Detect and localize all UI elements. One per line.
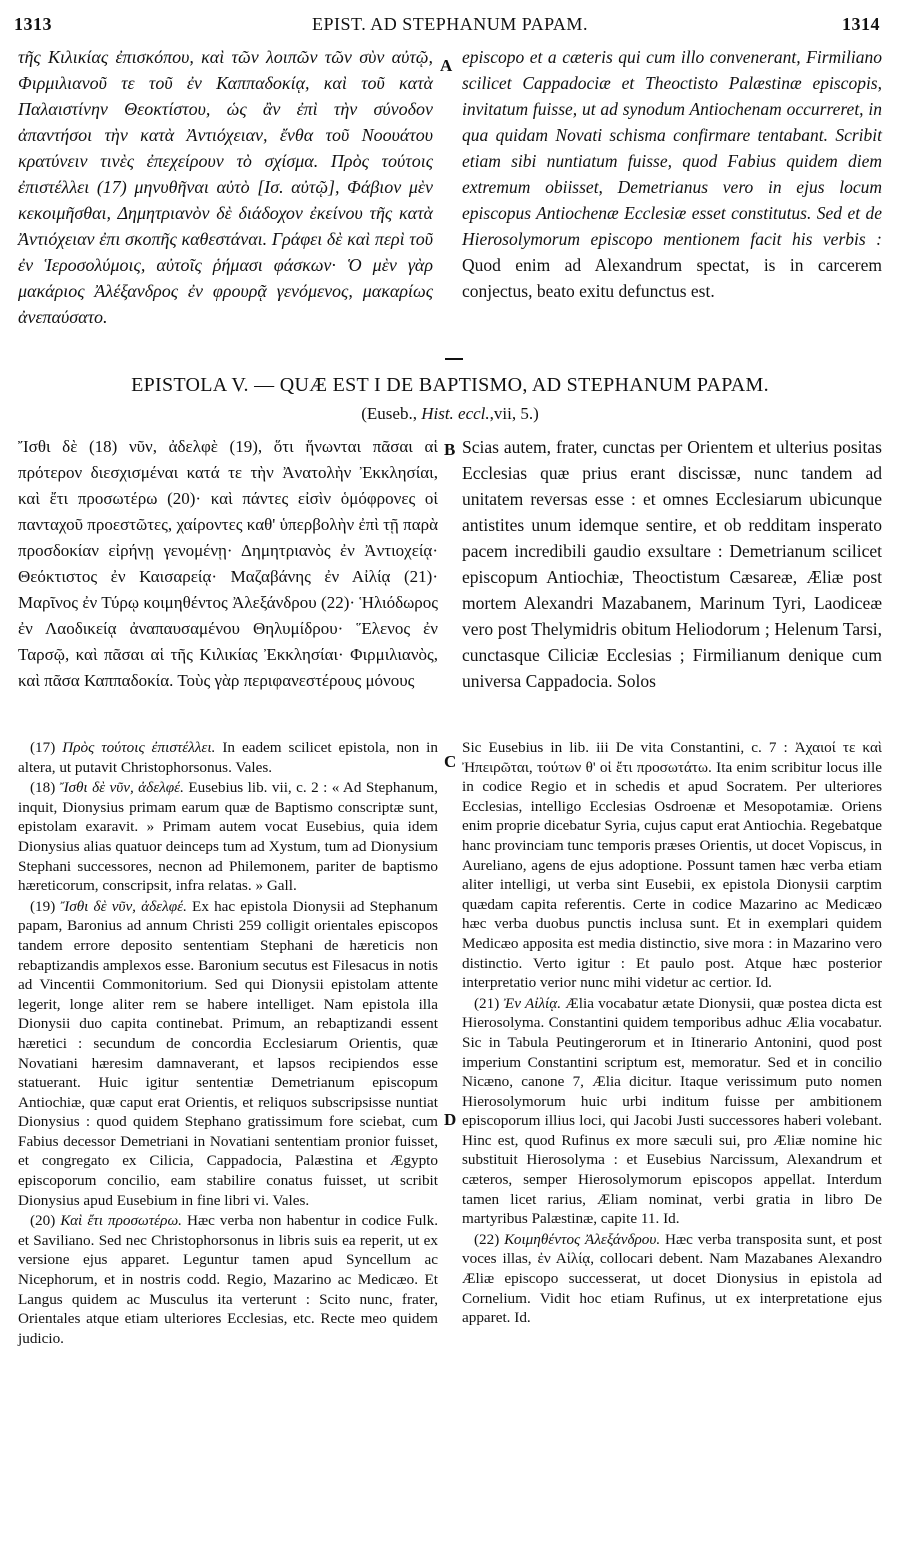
footnote: (20) Καὶ ἔτι προσωτέρω. Hæc verba non habentur in codice Fulk. et Saviliano. Sed nec Christophorsonus in libris suis ea reperit, ut ex versione ejus apparet. Leguntur tamen apud Syncellum ac Nicephorum, et in nostris codd. Regio, Mazarino ac Medicæo. Et Langus quidem ac Musculus ita verterunt : Scito nunc, frater, Orientales atque etiam ulteriores Ecclesias, etc. Recte meo quidem judicio.: [18, 1212, 438, 1347]
footnote: (18) Ἴσθι δὲ νῦν, ἀδελφέ. Eusebius lib. vii, c. 2 : « Ad Stephanum, inquit, Dionysius primam earum quæ de Baptismo conscriptæ sunt, epistolam exaravit. » Primam autem vocat Eusebius, quia idem Dionysius alias quatuor deinceps tum ad Xystum, tum ad Dionysium Stephani successores, necnon ad Philemonem, pariter de baptismo hæreticorum, conscripsit, infra relatas. » Gall.: [18, 779, 438, 895]
footnote: (19) Ἴσθι δὲ νῦν, ἀδελφέ. Ex hac epistola Dionysii ad Stephanum papam, Baronius ad annum Christi 259 colligit orientales episcopos tandem errore deposito sententiam Stephani de hæreticis non rebaptizandis amplexos esse. Baronium secutus est Filesacus in notis ad Vincentii Commonitorium. Sed qui Dionysii epistolam attente legerit, longe aliter rem se habere intelliget. Nam epistola illa Dionysii duo capita continebat. Primum, an rebaptizandi essent hæretici : secundum de concordia Ecclesiarum Orientis, quæ Novatiani hæresim damnaverant, et lapsos recipiendos esse statuerant. Huic igitur sententiæ Demetrianum episcopum Antiochiæ, quæ caput erat Orientis, et reliquos subscripsisse nuntiat Dionysius : quod quidem Stephano gratissimum fore sciebat, cum Fabius decessor Demetriani in Novatiani sententiam pronior fuisset, et congregato ex Cilicia, Cappadocia, Palæstina et Ægypto episcoporum concilio, eam stabilire conatus fuisset, ut scribit Dionysius apud Eusebium in fine libri vi. Vales.: [18, 897, 438, 1209]
margin-marker-d: D: [444, 1110, 457, 1129]
footnote: (22) Κοιμηθέντος Ἀλεξάνδρου. Hæc verba transposita sunt, et post voces illas, ἐν Αἰλίᾳ, collocari debent. Nam Mazabanes Alexandro Æliæ episcopo successerat, ut docet Dionysius in epistola ad Cornelium. Vidit hoc etiam Rufinus, ut ex interpretatione ejus apparet. Id.: [462, 1230, 882, 1327]
footnote: (17) Πρὸς τούτοις ἐπιστέλλει. In eadem scilicet epistola, non in altera, ut putavit Christophorsonus. Vales.: [18, 739, 438, 776]
running-header: [0, 14, 900, 40]
latin-text-top-italic: episcopo et a cæteris qui cum illo convenerant, Firmiliano scilicet Cappadociæ et Theoctisto Palæstinæ episcopis, invitatum fuisse, ut ad synodum Antiochenam occurreret, in qua quidam Novati schisma confirmare tentabant. Scribit etiam sibi nuntiatum fuisse, quod Fabius quidem diem extremum obiisset, Demetrianus vero in ejus locum episcopus Antiochenæ Ecclesiæ esset constitutus. Sed et de Hierosolymorum episcopo mentionem facit his verbis :: [462, 47, 882, 249]
section-rule: [445, 358, 463, 360]
latin-text-top: [462, 44, 882, 304]
footnote-continuation: Sic Eusebius in lib. iii De vita Constantini, c. 7 : Ἀχαιοί τε καὶ Ἠπειρῶται, τούτων θ' οἱ ἔτι προσωτάτω. Ita enim scribitur locus ille in codice Regio et in schedis et apud Socratem. Per ulteriores Ecclesias, intelligo Ecclesias Osdroenæ et Mesopotamiæ. Oriens enim proprie dicebatur Syria, cujus caput erat Antiochia. Regebatque hanc provinciam tunc temporis præses Orientis, ut docet Vopiscus, in Aureliano, agens de ejus adoptione. Possunt tamen hæc verba etiam aliter intelligi, ut verba sint Eusebii, ex epistola Dionysii carptim quædam capita referentis. Certe in codice Mazarino ac Medicæo hæc verba duobus punctis inclusa sunt. Et in exemplari quidem Medicæo apposita est media distinctio, sive mora : in Mazarino vero distinctio. Verto igitur : Et paulo post. Atque hæc posterior interpretatio verior nunc mihi videtur ac certior. Id.: [462, 739, 882, 992]
epistle-title: EPISTOLA V. — QUÆ EST I DE BAPTISMO, AD STEPHANUM PAPAM.: [131, 374, 769, 396]
margin-marker-c: C: [444, 752, 457, 771]
footnotes-left: [18, 738, 438, 1349]
source-reference: [0, 404, 900, 424]
latin-text-main: Scias autem, frater, cunctas per Orientem et ulterius positas Ecclesias quæ prius erant discissæ, nunc tandem ad unitatem reversas esse : et omnes Ecclesiarum ubicunque antistites unum idemque sentire, et ob redditam insperato pacem incredibili gaudio exsultare : Demetrianum scilicet episcopum Antiochiæ, Theoctistum Cæsareæ, Æliæ post mortem Alexandri Mazabanem, Marinum Tyri, Laodiceæ vero post Thelymidris obitum Heliodorum ; Helenum Tarsi, cunctasque Ciliciæ Ecclesias ; Firmilianum denique cum universa Cappadocia. Solos: [462, 437, 882, 691]
page-number-left: 1313: [14, 14, 52, 34]
page-number-right: 1314: [842, 14, 880, 34]
greek-text-main: Ἴσθι δὲ (18) νῦν, ἀδελφὲ (19), ὅτι ἥνωνται πᾶσαι αἱ πρότερον διεσχισμέναι κατά τε τὴν Ἀνατολὴν Ἐκκλησίαι, καὶ ἔτι προσωτέρω (20)· καὶ πάντες εἰσὶν ὁμόφρονες οἱ πανταχοῦ προεστῶτες, χαίροντες καθ' ὑπερβολὴν ἐπὶ τῇ παρὰ προσδοκίαν εἰρήνῃ γενομένῃ· Δημητριανὸς ἐν Ἀντιοχείᾳ· Θεόκτιστος ἐν Καισαρείᾳ· Μαζαβάνης ἐν Αἰλίᾳ (21)· Μαρῖνος ἐν Τύρῳ κοιμηθέντος Ἀλεξάνδρου (22)· Ἡλιόδωρος ἐν Λαοδικείᾳ ἀναπαυσαμένου Θηλυμίδρου· Ἕλενος ἐν Ταρσῷ, καὶ πᾶσαι αἱ τῆς Κιλικίας Ἐκκλησίαι· Φιρμιλιανὸς, καὶ πᾶσα Καππαδοκία. Τοὺς γὰρ περιφανεστέρους μόνους: [18, 437, 438, 690]
source-close: ,vii, 5.): [489, 404, 539, 423]
footnote: (21) Ἐν Αἰλίᾳ. Ælia vocabatur ætate Dionysii, quæ postea dicta est Hierosolyma. Constantini quidem temporibus adhuc Ælia vocabatur. Sic in Tabula Peutingerorum et in Itinerario Antonini, quod post imperium Constantini scriptum est, memoratur. Sed et in concilio Nicæno, canone 7, Ælia dicitur. Itaque verissimum puto nomen Hierosolymorum huic urbi inditum fuisse per ambitionem episcoporum illius loci, qui Jacobi Justi successores haberi volebant. Hinc est, quod Rufinus ex more sæculi sui, pro Æliæ nomine hic substituit Hierosolyma : et Eusebius Narcissum, Alexandrum et cæteros, semper Hierosolymorum episcopos appellat. Interdum tamen licet rarius, Æliam nominat, verbi gratia in libro De martyribus Palæstinæ, capite 11. Id.: [462, 994, 882, 1228]
margin-marker-b: B: [444, 440, 456, 459]
latin-text-top-roman: Quod enim ad Alexandrum spectat, is in carcerem conjectus, beato exitu defunctus est.: [462, 255, 882, 301]
margin-marker-a: A: [440, 56, 453, 75]
source-work: Hist. eccl.: [421, 404, 490, 423]
running-title: EPIST. AD STEPHANUM PAPAM.: [312, 14, 588, 34]
source-open: (Euseb.,: [361, 404, 422, 423]
footnotes-right: [462, 738, 882, 1329]
greek-text-top: τῆς Κιλικίας ἐπισκόπου, καὶ τῶν λοιπῶν τῶν σὺν αὐτῷ, Φιρμιλιανοῦ τε τοῦ ἐν Καππαδοκίᾳ, καὶ τοῦ κατὰ Παλαιστίνην Θεοκτίστου, ὡς ἂν ἐπὶ τὴν σύνοδον ἀπαντήσοι τὴν κατὰ Ἀντιόχειαν, ἔνθα τοῦ Νοουάτου κρατύνειν τινὲς ἐπεχείρουν τὸ σχίσμα. Πρὸς τούτοις ἐπιστέλλει (17) μηνυθῆναι αὐτὸ [Ισ. αὐτῷ], Φάβιον μὲν κεκοιμῆσθαι, Δημητριανὸν δὲ διάδοχον ἐκείνου τῆς κατὰ Ἀντιόχειαν ἐπι σκοπῆς καθεστάναι. Γράφει δὲ καὶ περὶ τοῦ ἐν Ἱεροσολύμοις, αὐτοῖς ῥήμασι φάσκων· Ὁ μὲν γὰρ μακάριος Ἀλέξανδρος ἐν φρουρᾷ γενόμενος, μακαρίως ἀνεπαύσατο.: [18, 47, 433, 327]
